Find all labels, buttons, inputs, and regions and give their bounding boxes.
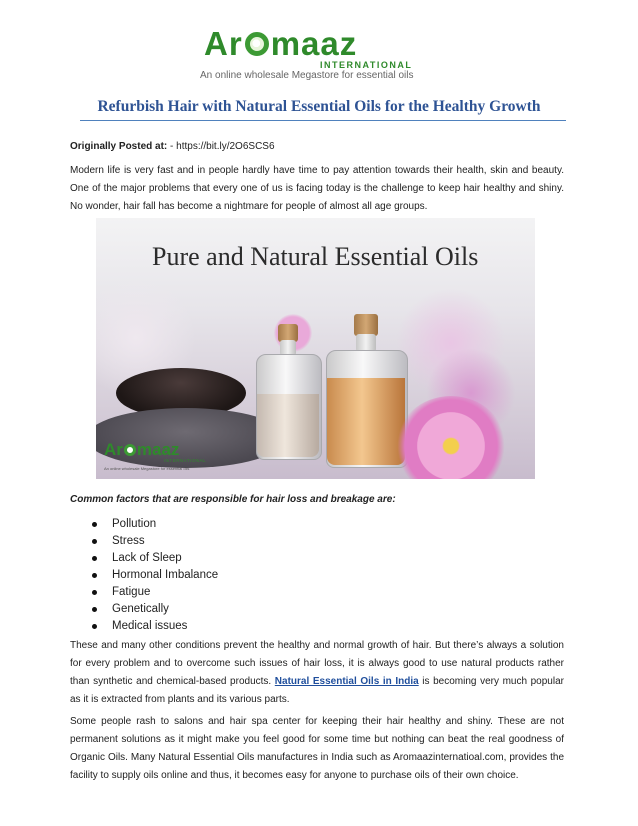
page-title: Refurbish Hair with Natural Essential Oils for the Healthy Growth [97,98,541,115]
factors-heading: Common factors that are responsible for hair loss and breakage are: [70,494,396,505]
hero-logo-o-icon [124,444,136,456]
list-item [92,584,218,601]
originally-posted [70,138,570,156]
right-bottle-oil [327,378,405,465]
logo-tagline: An online wholesale Megastore for essential oils [200,70,414,81]
hero-logo-wordmark [104,440,179,460]
brand-logo [200,24,452,84]
hero-logo [102,436,207,474]
posted-label: Originally Posted at: [70,141,168,152]
list-item-label: Stress [112,535,145,547]
logo-brand-left: Ar [204,25,243,62]
hero-image [96,218,535,479]
hero-heading: Pure and Natural Essential Oils [152,242,479,271]
list-item [92,567,218,584]
bullet-icon [92,590,97,595]
logo-subtitle: INTERNATIONAL [320,60,413,70]
solution-paragraph [70,637,564,709]
list-item-label: Medical issues [112,620,188,632]
bullet-icon [92,573,97,578]
list-item-label: Fatigue [112,586,151,598]
list-item [92,550,218,567]
list-item-label: Genetically [112,603,169,615]
logo-o-icon [245,32,269,56]
title-underline [80,120,566,121]
list-item-label: Lack of Sleep [112,552,182,564]
list-item [92,618,218,635]
bullet-icon [92,522,97,527]
bullet-icon [92,607,97,612]
posted-value: - https://bit.ly/2O6SCS6 [167,141,275,152]
bottle-cork [354,314,378,336]
hero-logo-brand-right: maaz [136,440,180,459]
bullet-icon [92,539,97,544]
salon-paragraph: Some people rash to salons and hair spa center for keeping their hair healthy and shiny. These are not permanent solutions as it might make you feel good for some time but nothing can beat the real goodness of Organic Oils. Many Natural Essential Oils manufactures in India such as Aromaazinternatioal.com, provides the facility to supply oils online and thus, it becomes easy for anyone to purchase oils of their own choice. [70,716,564,781]
logo-wordmark [204,24,357,64]
factors-list [92,516,218,635]
hero-logo-brand-left: Ar [104,440,123,459]
logo-brand-right: maaz [270,25,358,62]
bullet-icon [92,624,97,629]
list-item-label: Hormonal Imbalance [112,569,219,581]
list-item-label: Pollution [112,518,157,530]
list-item [92,533,218,550]
hero-logo-subtitle: INTERNATIONAL [164,458,207,463]
list-item [92,516,218,533]
solution-text-before: These and many other conditions prevent the healthy and normal growth of hair. But there’s always a solution for every problem and to overcome such issues of hair loss, it is always good to use natural products rather than synthetic and chemical-based products. [70,640,564,687]
hero-logo-tagline: An online wholesale Megastore for essential oils [104,466,190,471]
list-item [92,601,218,618]
essential-oils-link[interactable]: Natural Essential Oils in India [274,676,419,687]
intro-paragraph: Modern life is very fast and in people hardly have time to pay attention towards their health, skin and beauty. One of the major problems that every one of us is facing today is the challenge to keep hair healthy and shiny. No wonder, hair fall has become a nightmare for people of almost all age groups. [70,165,564,212]
bullet-icon [92,556,97,561]
left-bottle-oil [257,394,319,457]
solution-text-after: is becoming very much popular as it is extracted from plants and its various parts. [70,676,564,705]
